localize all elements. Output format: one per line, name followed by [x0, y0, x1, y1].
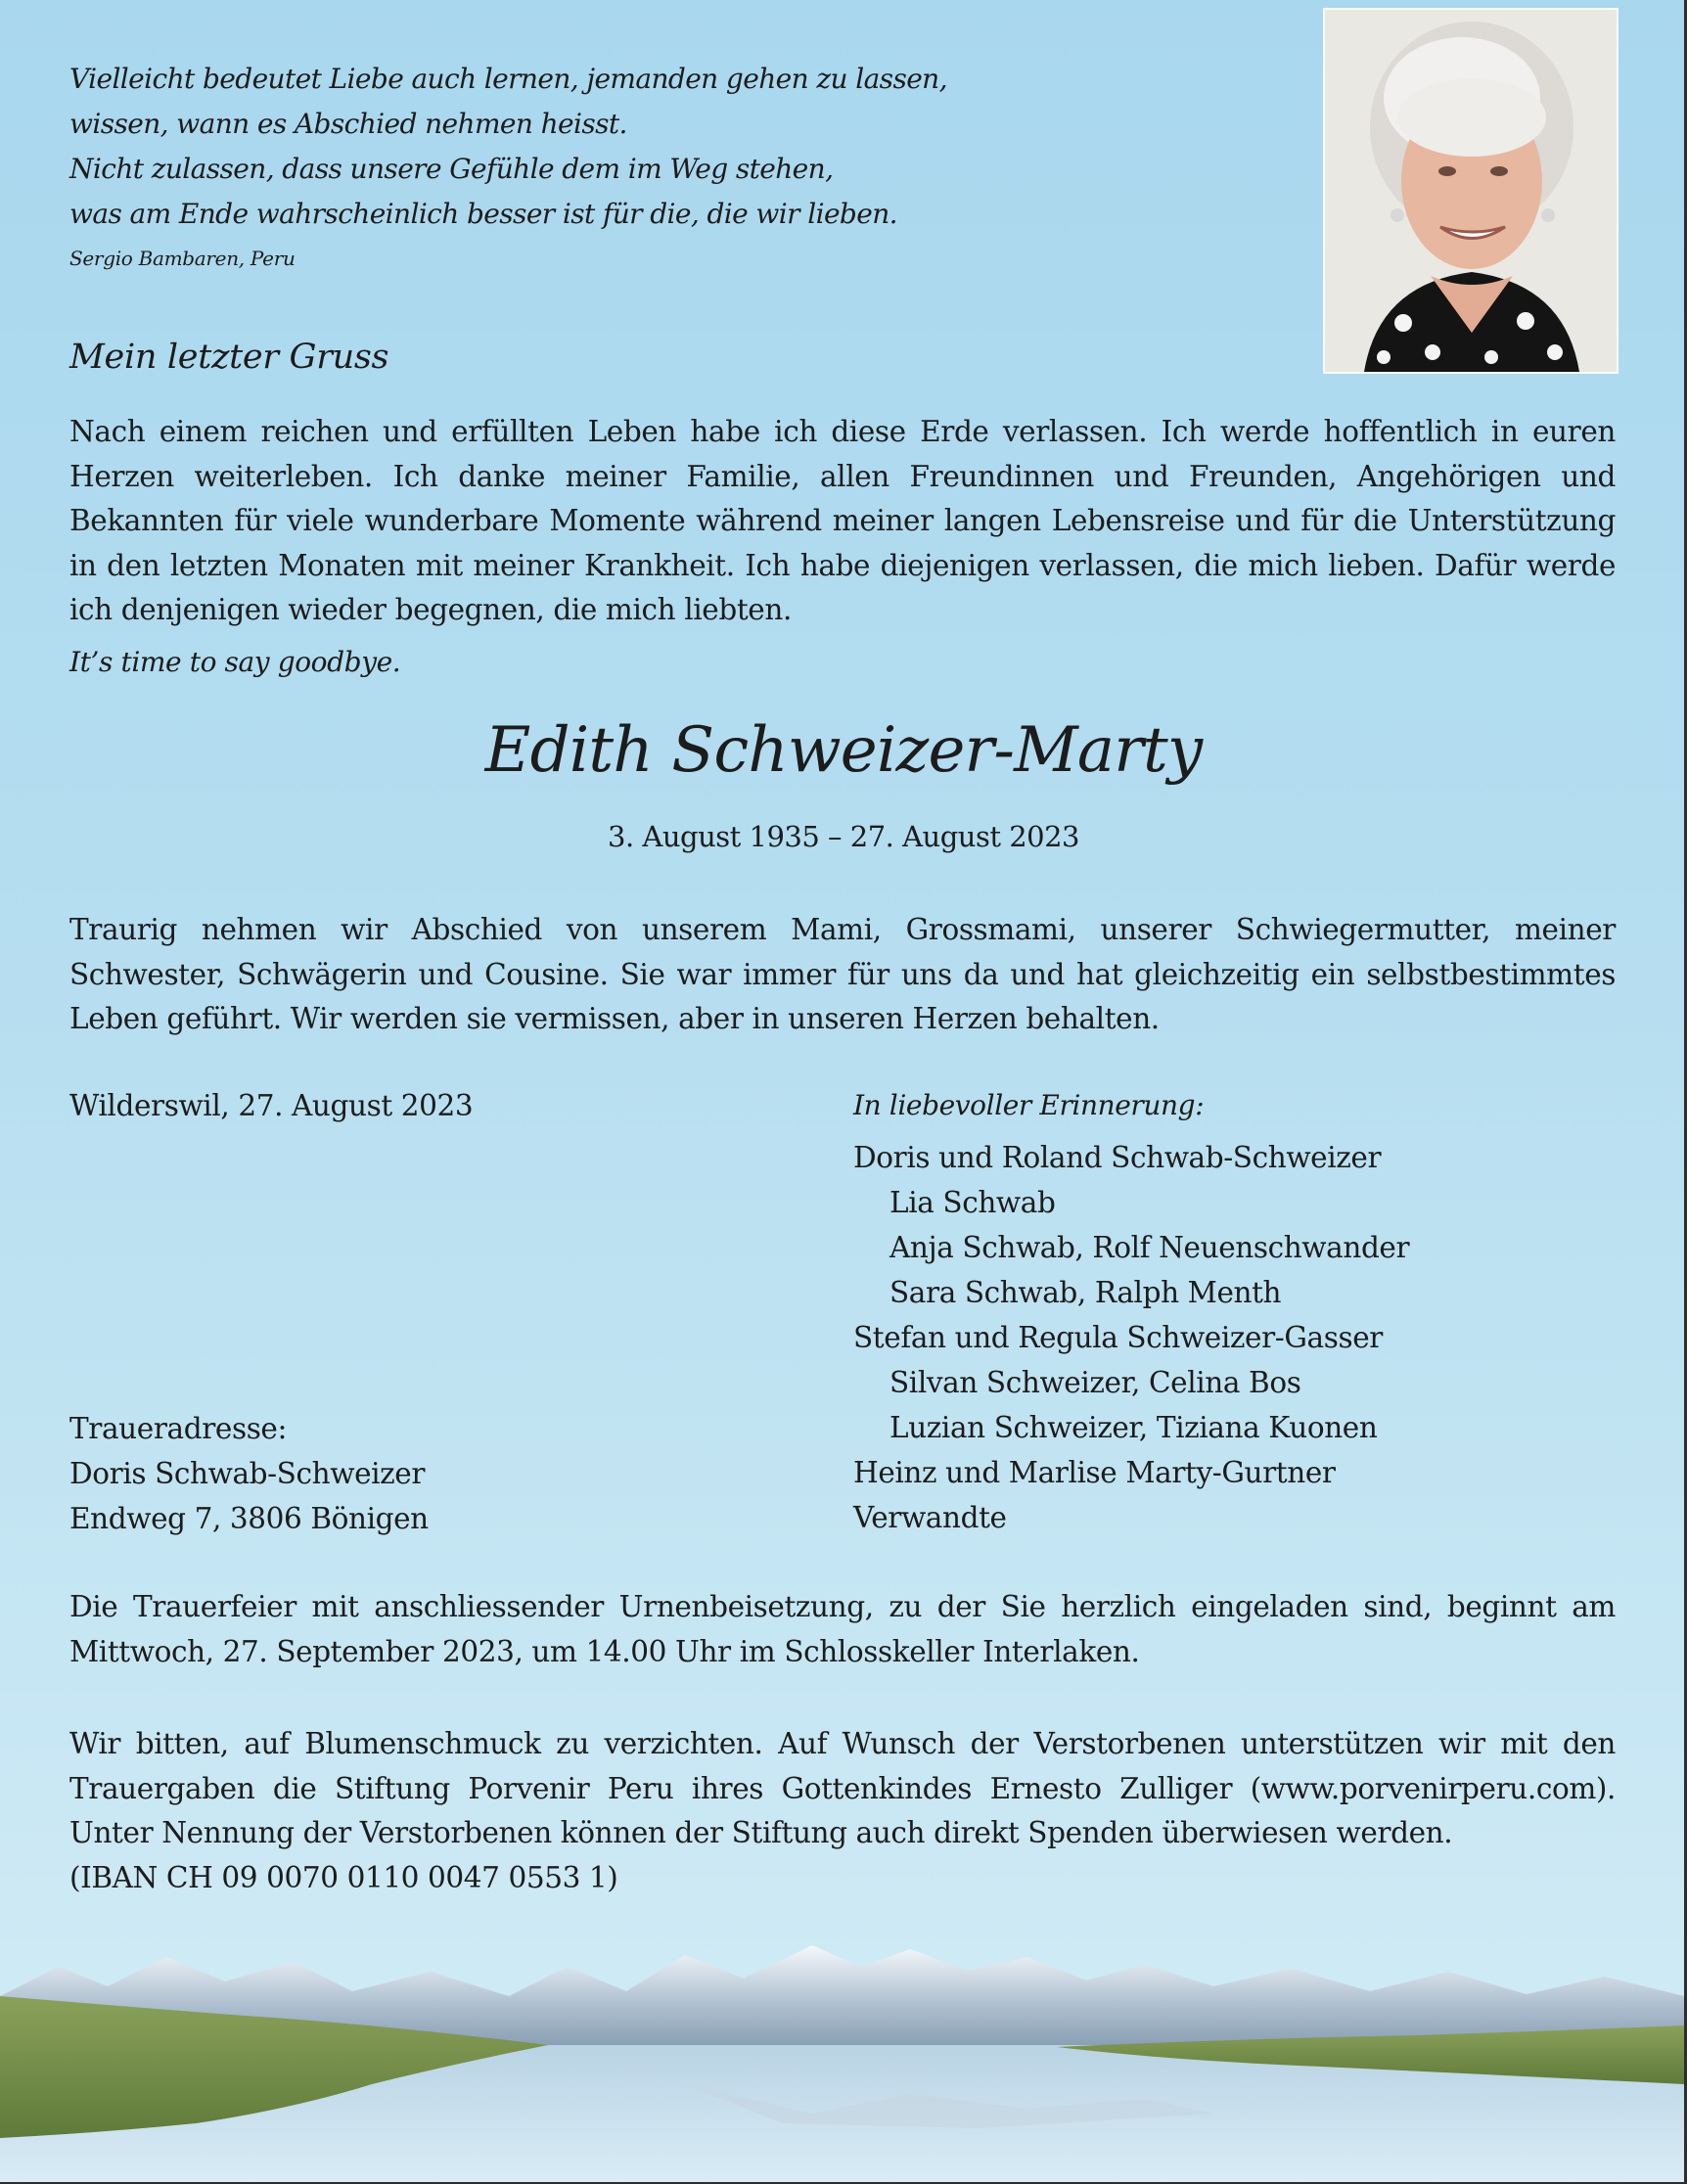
mourning-address	[69, 1406, 429, 1541]
mourner-name: Silvan Schweizer, Celina Bos	[889, 1366, 1301, 1399]
quote-author: Sergio Bambaren, Peru	[69, 247, 296, 270]
quote	[69, 57, 947, 237]
ceremony-text: Die Trauerfeier mit anschliessender Urnenbeisetzung, zu der Sie herzlich eingeladen sind, beginnt am Mittwoch, 27. September 2023, um 14.00 Uhr im Schlosskeller Interlaken.	[69, 1590, 1616, 1668]
farewell-closing: It’s time to say goodbye.	[69, 646, 401, 678]
address-street: Endweg 7, 3806 Bönigen	[69, 1502, 429, 1535]
mourner-name: Luzian Schweizer, Tiziana Kuonen	[889, 1411, 1378, 1444]
farewell-heading: Mein letzter Gruss	[69, 338, 389, 377]
mountain-lake-landscape	[0, 1937, 1684, 2182]
address-name: Doris Schwab-Schweizer	[69, 1457, 426, 1490]
mourner-name: Heinz und Marlise Marty-Gurtner	[853, 1456, 1336, 1489]
announcement-text: Traurig nehmen wir Abschied von unserem Mami, Grossmami, unserer Schwiegermutter, meiner Schwester, Schwägerin und Cousine. Sie war immer für uns da und hat gleichzeitig ein selbstbestimmtes Leben geführt. Wir werden sie vermissen, aber in unseren Herzen behalten.	[69, 913, 1616, 1035]
portrait-photo	[1323, 8, 1619, 374]
deceased-name: Edith Schweizer-Marty	[484, 714, 1203, 787]
farewell-text: Nach einem reichen und erfüllten Leben habe ich diese Erde verlassen. Ich werde hoffentlich in euren Herzen weiterleben. Ich danke meiner Familie, allen Freundinnen und Freunden, Angehörigen und Bekannten für viele wunderbare Momente während meiner langen Lebensreise und für die Unterstützung in den letzten Monaten mit meiner Krankheit. Ich habe diejenigen verlassen, die mich lieben. Dafür werde ich denjenigen wieder begegnen, die mich liebten.	[69, 415, 1616, 626]
mourner-name: Anja Schwab, Rolf Neuenschwander	[889, 1231, 1410, 1264]
quote-line: wissen, wann es Abschied nehmen heisst.	[69, 108, 627, 140]
portrait-illustration	[1325, 10, 1617, 372]
mourner-name: Lia Schwab	[889, 1186, 1056, 1219]
mourner-list	[853, 1135, 1409, 1540]
quote-line: Nicht zulassen, dass unsere Gefühle dem im Weg stehen,	[69, 153, 834, 185]
mourner-name: Stefan und Regula Schweizer-Gasser	[853, 1321, 1383, 1354]
place-date: Wilderswil, 27. August 2023	[69, 1089, 474, 1122]
memory-title: In liebevoller Erinnerung:	[853, 1089, 1205, 1121]
mourner-name: Sara Schwab, Ralph Menth	[889, 1276, 1282, 1309]
mourner-name: Doris und Roland Schwab-Schweizer	[853, 1141, 1382, 1174]
quote-line: Vielleicht bedeutet Liebe auch lernen, jemanden gehen zu lassen,	[69, 63, 947, 95]
donation-iban: (IBAN CH 09 0070 0110 0047 0553 1)	[69, 1860, 618, 1894]
donation-text: Wir bitten, auf Blumenschmuck zu verzichten. Auf Wunsch der Verstorbenen unterstützen wir mit den Trauergaben die Stiftung Porvenir Peru ihres Gottenkindes Ernesto Zulliger (www.porvenirperu.com). Unter Nennung der Verstorbenen können der Stiftung auch direkt Spenden überwiesen werden.	[69, 1727, 1616, 1849]
quote-line: was am Ende wahrscheinlich besser ist für die, die wir lieben.	[69, 198, 897, 230]
donation-block	[69, 1722, 1616, 1900]
address-label: Traueradresse:	[69, 1412, 288, 1445]
mourner-name: Verwandte	[853, 1501, 1007, 1534]
life-dates: 3. August 1935 – 27. August 2023	[608, 820, 1079, 853]
